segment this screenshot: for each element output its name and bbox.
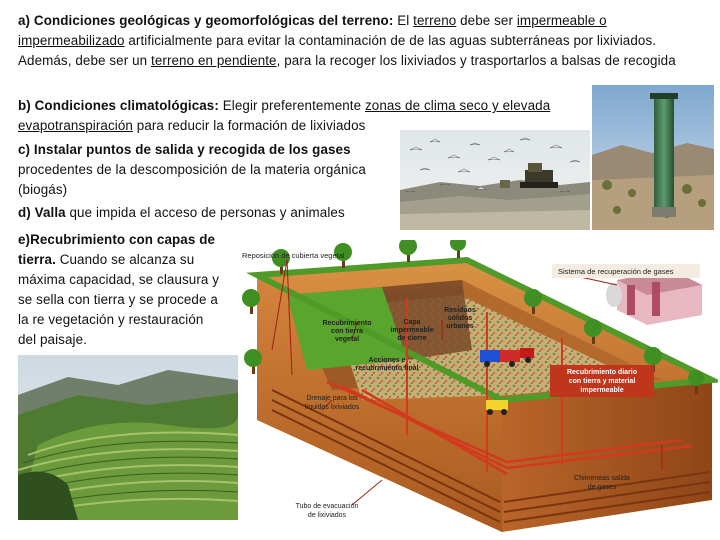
label-capa-2: impermeable [390,327,434,334]
landfill-diagram [232,240,718,532]
label-residuos-1: Residuos [444,307,476,314]
text-d1: que impida el acceso de personas y animales [65,205,345,220]
label-recubrimiento-3: vegetal [334,336,360,343]
label-residuos-2: sólidos [447,315,473,322]
heading-b: b) Condiciones climatológicas: [18,98,219,113]
paragraph-e [18,230,223,350]
label-recubrimiento-1: Recubrimiento [322,320,372,327]
text-b1: Elegir preferentemente [218,98,365,113]
landfill-birds-photo [400,130,590,230]
label-acciones-1: Acciones e [368,357,406,364]
heading-e: e)Recubrimiento con capas de tierra. [18,232,216,267]
restored-landscape-photo [18,355,238,520]
heading-c: c) Instalar puntos de salida y recogida de los gases [18,142,351,157]
text-a2: debe ser [456,13,517,28]
label-recubrimiento-2: con tierra [331,328,363,335]
label-reposicion: Reposición de cubierta vegetal [242,251,345,260]
label-capa-1: Capa [403,319,421,326]
label-acciones-2: recubrimiento final [355,365,419,372]
text-a4: , para la recoger los lixiviados y trasportarlos a balsas de recogida [276,53,676,68]
label-chimeneas-2: de gases [587,484,617,491]
gas-vent-photo [592,85,714,230]
label-recub-diario-3: impermeable [580,387,624,394]
label-drenaje-2: líquidos lixiviados [304,404,360,411]
paragraph-d [18,203,398,223]
label-recub-diario-1: Recubrimiento diario [566,369,638,376]
heading-d: d) Valla [18,205,66,220]
underline-a2: impermeable o impermeabilizado [18,13,607,48]
paragraph-a [18,11,708,71]
label-capa-3: de cierre [397,335,427,342]
underline-a1: terreno [413,13,457,28]
text-b2: para reducir la formación de lixiviados [132,118,366,133]
underline-a3: terreno en pendiente [151,53,277,68]
text-a3: artificialmente para evitar la contaminación de de las aguas subterráneas por lixiviados. Además, debe ser un [18,33,657,68]
label-drenaje-1: Drenaje para los [306,395,358,402]
label-chimeneas-1: Chimeneas salida [574,475,630,482]
heading-a: a) Condiciones geológicas y geomorfológicas del terreno: [18,13,394,28]
paragraph-c [18,140,393,200]
label-residuos-3: urbanos [446,323,474,330]
underline-b1: zonas de clima seco y elevada evapotranspiración [18,98,551,133]
label-tubo-1: Tubo de evacuación [295,503,359,510]
label-recub-diario-2: con tierra y material [568,378,636,385]
text-e1: Cuando se alcanza su máxima capacidad, se clausura y se sella con tierra y se procede a la re vegetación y restauración del paisaje. [18,252,220,347]
label-sistema-gases: Sistema de recuperación de gases [558,267,674,276]
text-a1: El [393,13,414,28]
label-tubo-2: de lixiviados [307,512,347,519]
text-c1: procedentes de la descomposición de la materia orgánica (biogás) [18,162,366,197]
